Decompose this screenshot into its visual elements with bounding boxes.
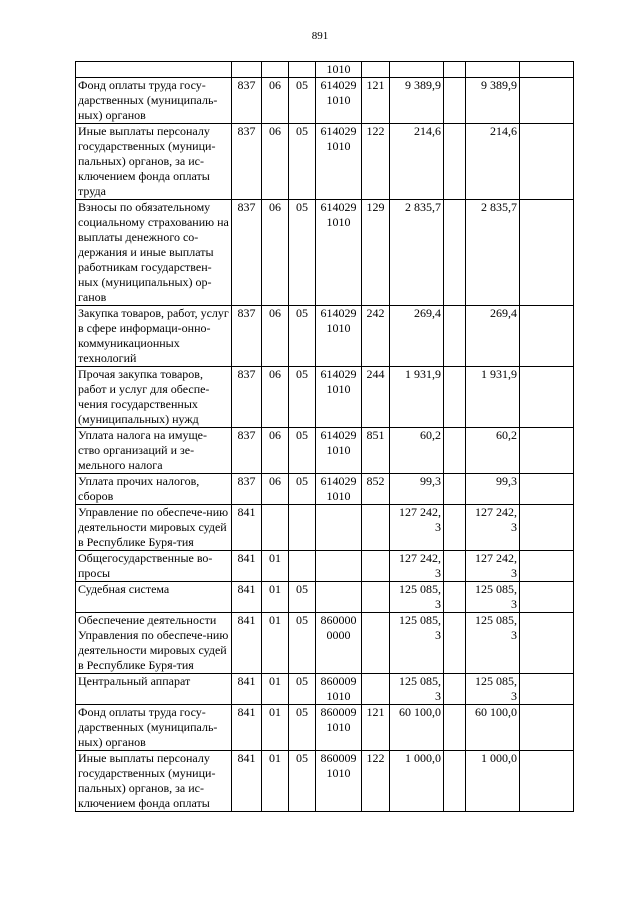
- section-code-cell: 01: [262, 551, 289, 582]
- expense-type-cell: 852: [362, 474, 390, 505]
- section-code-cell: 01: [262, 674, 289, 705]
- empty-cell: [520, 306, 574, 367]
- amount-cell: 214,6: [390, 124, 444, 200]
- amount-cell: 127 242, 3: [390, 551, 444, 582]
- ved-code-cell: 837: [232, 306, 262, 367]
- target-article-cell: 614029 1010: [316, 306, 362, 367]
- amount-total-cell: 9 389,9: [466, 78, 520, 124]
- subsection-code-cell: [289, 551, 316, 582]
- section-code-cell: 01: [262, 613, 289, 674]
- subsection-code-cell: 05: [289, 367, 316, 428]
- empty-cell: [520, 582, 574, 613]
- empty-cell: [444, 674, 466, 705]
- target-article-cell: 614029 1010: [316, 124, 362, 200]
- subsection-code-cell: 05: [289, 78, 316, 124]
- table-row: [76, 428, 574, 474]
- row-name-cell: Прочая закупка товаров, работ и услуг для обеспе-чения государственных (муниципальных) нужд: [76, 367, 232, 428]
- amount-cell: 60 100,0: [390, 705, 444, 751]
- empty-cell: [520, 551, 574, 582]
- expense-type-cell: 244: [362, 367, 390, 428]
- table-row: [76, 367, 574, 428]
- section-code-cell: 06: [262, 428, 289, 474]
- empty-cell: [520, 705, 574, 751]
- row-name-cell: Закупка товаров, работ, услуг в сфере информаци-онно-коммуникационных технологий: [76, 306, 232, 367]
- table-row: [76, 200, 574, 306]
- amount-cell: 2 835,7: [390, 200, 444, 306]
- amount-total-cell: 99,3: [466, 474, 520, 505]
- row-name-cell: [76, 62, 232, 78]
- subsection-code-cell: 05: [289, 582, 316, 613]
- amount-total-cell: 1 931,9: [466, 367, 520, 428]
- row-name-cell: Управление по обеспече-нию деятельности мировых судей в Республике Буря-тия: [76, 505, 232, 551]
- amount-cell: 1 931,9: [390, 367, 444, 428]
- expense-type-cell: [362, 582, 390, 613]
- empty-cell: [520, 474, 574, 505]
- empty-cell: [520, 124, 574, 200]
- subsection-code-cell: 05: [289, 428, 316, 474]
- amount-cell: 269,4: [390, 306, 444, 367]
- expense-type-cell: [362, 674, 390, 705]
- empty-cell: [444, 428, 466, 474]
- ved-code-cell: 841: [232, 751, 262, 812]
- table-row: [76, 751, 574, 812]
- empty-cell: [520, 751, 574, 812]
- target-article-cell: 860000 0000: [316, 613, 362, 674]
- subsection-code-cell: 05: [289, 200, 316, 306]
- target-article-cell: [316, 505, 362, 551]
- empty-cell: [444, 582, 466, 613]
- row-name-cell: Фонд оплаты труда госу-дарственных (муниципаль-ных) органов: [76, 705, 232, 751]
- table-row: [76, 582, 574, 613]
- section-code-cell: 06: [262, 124, 289, 200]
- row-name-cell: Судебная система: [76, 582, 232, 613]
- table-row: [76, 505, 574, 551]
- expense-type-cell: [362, 551, 390, 582]
- amount-total-cell: 125 085, 3: [466, 674, 520, 705]
- amount-cell: 99,3: [390, 474, 444, 505]
- row-name-cell: Уплата налога на имуще-ство организаций и зе-мельного налога: [76, 428, 232, 474]
- amount-cell: 125 085, 3: [390, 674, 444, 705]
- amount-cell: 125 085, 3: [390, 582, 444, 613]
- target-article-cell: 1010: [316, 62, 362, 78]
- section-code-cell: 01: [262, 705, 289, 751]
- target-article-cell: 614029 1010: [316, 474, 362, 505]
- ved-code-cell: 837: [232, 428, 262, 474]
- ved-code-cell: 841: [232, 705, 262, 751]
- row-name-cell: Общегосударственные во-просы: [76, 551, 232, 582]
- amount-cell: 125 085, 3: [390, 613, 444, 674]
- expense-type-cell: 851: [362, 428, 390, 474]
- row-name-cell: Иные выплаты персоналу государственных (муници-пальных) органов, за ис-ключением фонда оплаты труда: [76, 124, 232, 200]
- table-row: [76, 474, 574, 505]
- subsection-code-cell: [289, 505, 316, 551]
- ved-code-cell: [232, 62, 262, 78]
- target-article-cell: 614029 1010: [316, 367, 362, 428]
- section-code-cell: 06: [262, 306, 289, 367]
- amount-total-cell: 214,6: [466, 124, 520, 200]
- subsection-code-cell: [289, 62, 316, 78]
- table-row: [76, 674, 574, 705]
- amount-cell: [390, 62, 444, 78]
- empty-cell: [444, 367, 466, 428]
- table-row: [76, 551, 574, 582]
- amount-total-cell: 269,4: [466, 306, 520, 367]
- amount-total-cell: 2 835,7: [466, 200, 520, 306]
- page-number: 891: [311, 30, 329, 42]
- section-code-cell: 06: [262, 78, 289, 124]
- empty-cell: [444, 474, 466, 505]
- empty-cell: [520, 428, 574, 474]
- empty-cell: [520, 78, 574, 124]
- ved-code-cell: 841: [232, 613, 262, 674]
- empty-cell: [444, 751, 466, 812]
- target-article-cell: 860009 1010: [316, 751, 362, 812]
- ved-code-cell: 837: [232, 367, 262, 428]
- subsection-code-cell: 05: [289, 751, 316, 812]
- subsection-code-cell: 05: [289, 306, 316, 367]
- expense-type-cell: [362, 505, 390, 551]
- section-code-cell: 06: [262, 200, 289, 306]
- section-code-cell: 01: [262, 582, 289, 613]
- expense-type-cell: 122: [362, 124, 390, 200]
- section-code-cell: [262, 62, 289, 78]
- target-article-cell: [316, 551, 362, 582]
- amount-cell: 127 242, 3: [390, 505, 444, 551]
- amount-total-cell: 1 000,0: [466, 751, 520, 812]
- ved-code-cell: 837: [232, 124, 262, 200]
- ved-code-cell: 841: [232, 674, 262, 705]
- empty-cell: [444, 124, 466, 200]
- table-row: [76, 306, 574, 367]
- section-code-cell: [262, 505, 289, 551]
- target-article-cell: 860009 1010: [316, 674, 362, 705]
- row-name-cell: Иные выплаты персоналу государственных (муници-пальных) органов, за ис-ключением фонда оплаты: [76, 751, 232, 812]
- ved-code-cell: 837: [232, 200, 262, 306]
- budget-table: [75, 61, 574, 812]
- amount-cell: 60,2: [390, 428, 444, 474]
- target-article-cell: 614029 1010: [316, 78, 362, 124]
- section-code-cell: 06: [262, 367, 289, 428]
- ved-code-cell: 841: [232, 505, 262, 551]
- empty-cell: [444, 705, 466, 751]
- empty-cell: [520, 505, 574, 551]
- empty-cell: [444, 551, 466, 582]
- amount-total-cell: 127 242, 3: [466, 505, 520, 551]
- amount-total-cell: 127 242, 3: [466, 551, 520, 582]
- subsection-code-cell: 05: [289, 705, 316, 751]
- empty-cell: [520, 367, 574, 428]
- ved-code-cell: 841: [232, 582, 262, 613]
- empty-cell: [444, 613, 466, 674]
- target-article-cell: 614029 1010: [316, 428, 362, 474]
- section-code-cell: 06: [262, 474, 289, 505]
- empty-cell: [444, 306, 466, 367]
- empty-cell: [444, 505, 466, 551]
- table-row: [76, 613, 574, 674]
- expense-type-cell: [362, 62, 390, 78]
- empty-cell: [520, 200, 574, 306]
- amount-total-cell: [466, 62, 520, 78]
- table-row: [76, 705, 574, 751]
- empty-cell: [444, 78, 466, 124]
- expense-type-cell: 242: [362, 306, 390, 367]
- row-name-cell: Уплата прочих налогов, сборов: [76, 474, 232, 505]
- row-name-cell: Центральный аппарат: [76, 674, 232, 705]
- amount-total-cell: 125 085, 3: [466, 582, 520, 613]
- section-code-cell: 01: [262, 751, 289, 812]
- target-article-cell: [316, 582, 362, 613]
- subsection-code-cell: 05: [289, 674, 316, 705]
- ved-code-cell: 841: [232, 551, 262, 582]
- ved-code-cell: 837: [232, 78, 262, 124]
- empty-cell: [444, 62, 466, 78]
- amount-total-cell: 125 085, 3: [466, 613, 520, 674]
- row-name-cell: Взносы по обязательному социальному страхованию на выплаты денежного со-держания и иные выплаты работникам государствен-ных (муниципальных) ор-ганов: [76, 200, 232, 306]
- expense-type-cell: [362, 613, 390, 674]
- subsection-code-cell: 05: [289, 613, 316, 674]
- amount-cell: 1 000,0: [390, 751, 444, 812]
- table-row: [76, 62, 574, 78]
- amount-total-cell: 60 100,0: [466, 705, 520, 751]
- amount-total-cell: 60,2: [466, 428, 520, 474]
- empty-cell: [520, 613, 574, 674]
- target-article-cell: 860009 1010: [316, 705, 362, 751]
- expense-type-cell: 121: [362, 78, 390, 124]
- table-row: [76, 124, 574, 200]
- subsection-code-cell: 05: [289, 124, 316, 200]
- empty-cell: [520, 62, 574, 78]
- empty-cell: [520, 674, 574, 705]
- expense-type-cell: 129: [362, 200, 390, 306]
- table-body: [76, 62, 574, 812]
- expense-type-cell: 122: [362, 751, 390, 812]
- row-name-cell: Обеспечение деятельности Управления по обеспече-нию деятельности мировых судей в Республике Буря-тия: [76, 613, 232, 674]
- subsection-code-cell: 05: [289, 474, 316, 505]
- ved-code-cell: 837: [232, 474, 262, 505]
- table-row: [76, 78, 574, 124]
- amount-cell: 9 389,9: [390, 78, 444, 124]
- row-name-cell: Фонд оплаты труда госу-дарственных (муниципаль-ных) органов: [76, 78, 232, 124]
- expense-type-cell: 121: [362, 705, 390, 751]
- target-article-cell: 614029 1010: [316, 200, 362, 306]
- empty-cell: [444, 200, 466, 306]
